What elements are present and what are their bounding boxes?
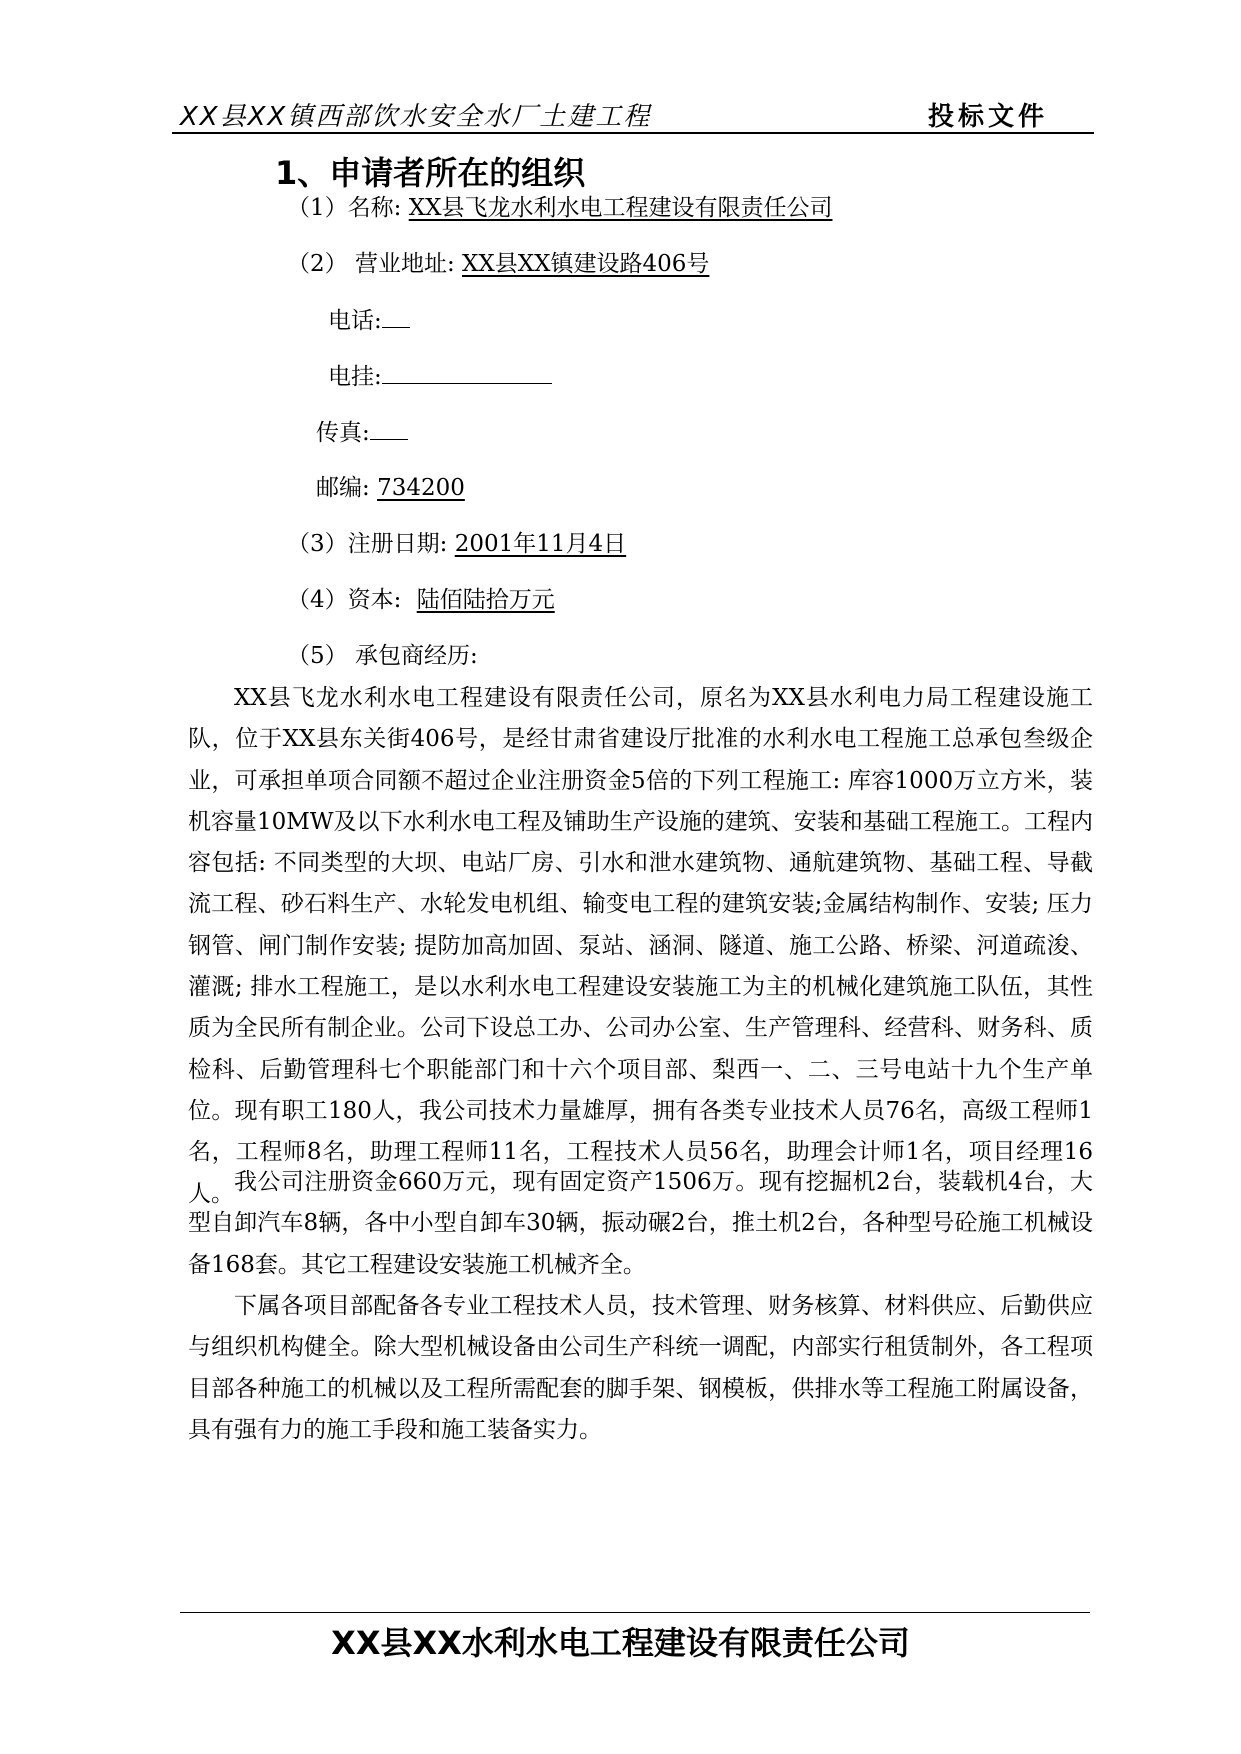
field-postcode-value: 734200: [377, 475, 465, 501]
field-phone2-label: 电挂:: [328, 364, 382, 390]
field-regdate: [287, 529, 685, 559]
field-fax: [316, 417, 408, 448]
field-phone-blank: [382, 305, 410, 328]
field-capital-value: 陆佰陆拾万元: [416, 587, 555, 613]
field-regdate-value: 2001年11月4日: [454, 531, 627, 557]
field-history-label: （5） 承包商经历:: [287, 643, 478, 669]
field-name-value: XX县飞龙水利水电工程建设有限责任公司: [408, 195, 833, 221]
body-paragraph-2: 我公司注册资金660万元，现有固定资产1506万。现有挖掘机2台，装载机4台，大型自卸汽车8辆，各中小型自卸车30辆，振动碾2台，推土机2台，各种型号砼施工机械设备168套。其它工程建设安装施工机械齐全。: [188, 1169, 1093, 1278]
section-title: 1、申请者所在的组织: [275, 154, 586, 192]
field-history: [287, 641, 478, 671]
field-name: [287, 193, 832, 223]
body-paragraph-3: 下属各项目部配备各专业工程技术人员，技术管理、财务核算、材料供应、后勤供应与组织机构健全。除大型机械设备由公司生产科统一调配，内部实行租赁制外，各工程项目部各种施工的机械以及工程所需配套的脚手架、钢模板，供排水等工程施工附属设备，具有强有力的施工手段和施工装备实力。: [188, 1293, 1093, 1443]
field-postcode-label: 邮编:: [316, 475, 378, 501]
field-address: [287, 249, 709, 279]
field-regdate-label: （3）注册日期:: [287, 531, 455, 557]
field-postcode: [316, 473, 557, 503]
field-name-label: （1）名称:: [287, 195, 409, 221]
field-phone: [328, 305, 410, 336]
field-phone2-blank: [382, 361, 552, 384]
footer-company: XX县XX水利水电工程建设有限责任公司: [331, 1624, 910, 1662]
field-capital-label: （4）资本:: [287, 587, 409, 613]
body-paragraph-1: XX县飞龙水利水电工程建设有限责任公司，原名为XX县水利电力局工程建设施工队，位于XX县东关街406号，是经甘肃省建设厅批准的水利水电工程施工总承包叁级企业，可承担单项合同额不超过企业注册资金5倍的下列工程施工: 库容1000万立方米，装机容量10MW及以下水利水电工程及铺助生产设施的建筑、安装和基础工程施工。工程内容包括: 不同类型的大坝、电站厂房、引水和泄水建筑物、通航建筑物、基础工程、导截流工程、砂石料生产、水轮发电机组、输变电工程的建筑安装;金属结构制作、安装; 压力钢管、闸门制作安装; 提防加高加固、泵站、涵洞、隧道、施工公路、桥梁、河道疏浚、灌溉; 排水工程施工，是以水利水电工程建设安装施工为主的机械化建筑施工队伍，其性质为全民所有制企业。公司下设总工办、公司办公室、生产管理科、经营科、财务科、质检科、后勤管理科七个职能部门和十六个项目部、梨西一、二、三号电站十九个生产单位。现有职工180人，我公司技术力量雄厚，拥有各类专业技术人员76名，高级工程师1名，工程师8名，助理工程师11名，工程技术人员56名，助理会计师1名，项目经理16人。: [188, 685, 1093, 1207]
footer-divider: [180, 1612, 1090, 1613]
field-capital: [287, 585, 613, 615]
field-phone2: [328, 361, 552, 392]
field-phone-label: 电话:: [328, 308, 382, 334]
header-doc-type: 投标文件: [928, 102, 1049, 132]
field-fax-blank: [370, 417, 408, 440]
field-address-value: XX县XX镇建设路406号: [462, 251, 710, 277]
field-address-label: （2） 营业地址:: [287, 251, 463, 277]
header-divider: [172, 132, 1094, 134]
header-project-title: XX县XX镇西部饮水安全水厂土建工程: [180, 102, 652, 132]
field-fax-label: 传真:: [316, 420, 370, 446]
